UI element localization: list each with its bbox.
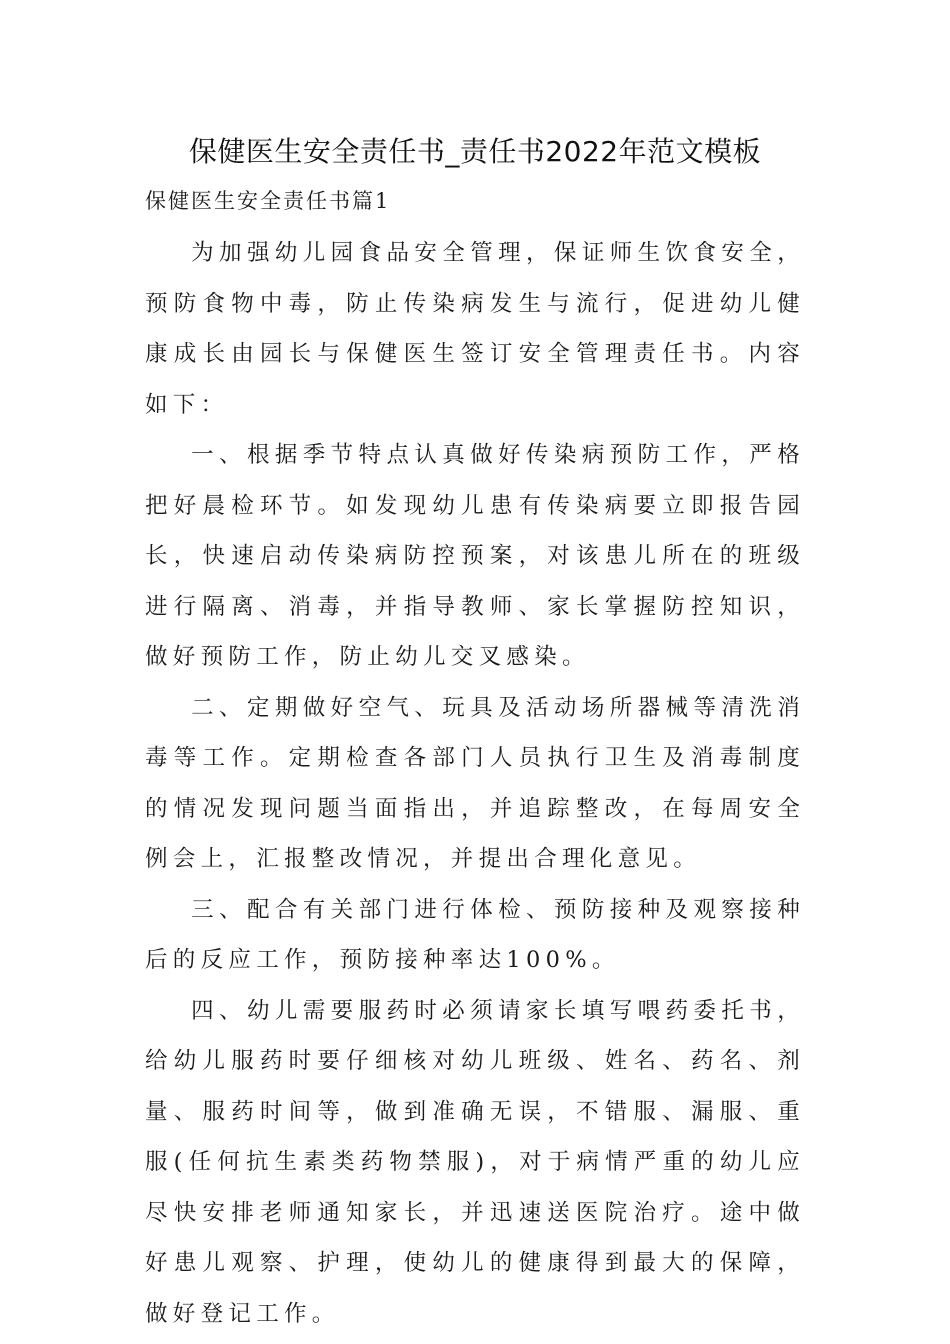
document-body [145,228,805,1339]
section-heading: 保健医生安全责任书篇1 [145,189,391,213]
paragraph-item-4: 四、幼儿需要服药时必须请家长填写喂药委托书，给幼儿服药时要仔细核对幼儿班级、姓名、药名、剂量、服药时间等，做到准确无误，不错服、漏服、重服(任何抗生素类药物禁服)，对于病情严重的幼儿应尽快安排老师通知家长，并迅速送医院治疗。途中做好患儿观察、护理，使幼儿的健康得到最大的保障，做好登记工作。 [145,997,805,1327]
paragraph-item-1: 一、根据季节特点认真做好传染病预防工作，严格把好晨检环节。如发现幼儿患有传染病要立即报告园长，快速启动传染病防控预案，对该患儿所在的班级进行隔离、消毒，并指导教师、家长掌握防控知识，做好预防工作，防止幼儿交叉感染。 [145,442,805,670]
paragraph-intro: 为加强幼儿园食品安全管理，保证师生饮食安全，预防食物中毒，防止传染病发生与流行，促进幼儿健康成长由园长与保健医生签订安全管理责任书。内容如下： [145,240,805,418]
paragraph-item-2: 二、定期做好空气、玩具及活动场所器械等清洗消毒等工作。定期检查各部门人员执行卫生及消毒制度的情况发现问题当面指出，并追踪整改，在每周安全例会上，汇报整改情况，并提出合理化意见。 [145,694,805,872]
paragraph-item-3: 三、配合有关部门进行体检、预防接种及观察接种后的反应工作，预防接种率达100%。 [145,896,805,973]
document-title: 保健医生安全责任书_责任书2022年范文模板 [188,135,762,168]
